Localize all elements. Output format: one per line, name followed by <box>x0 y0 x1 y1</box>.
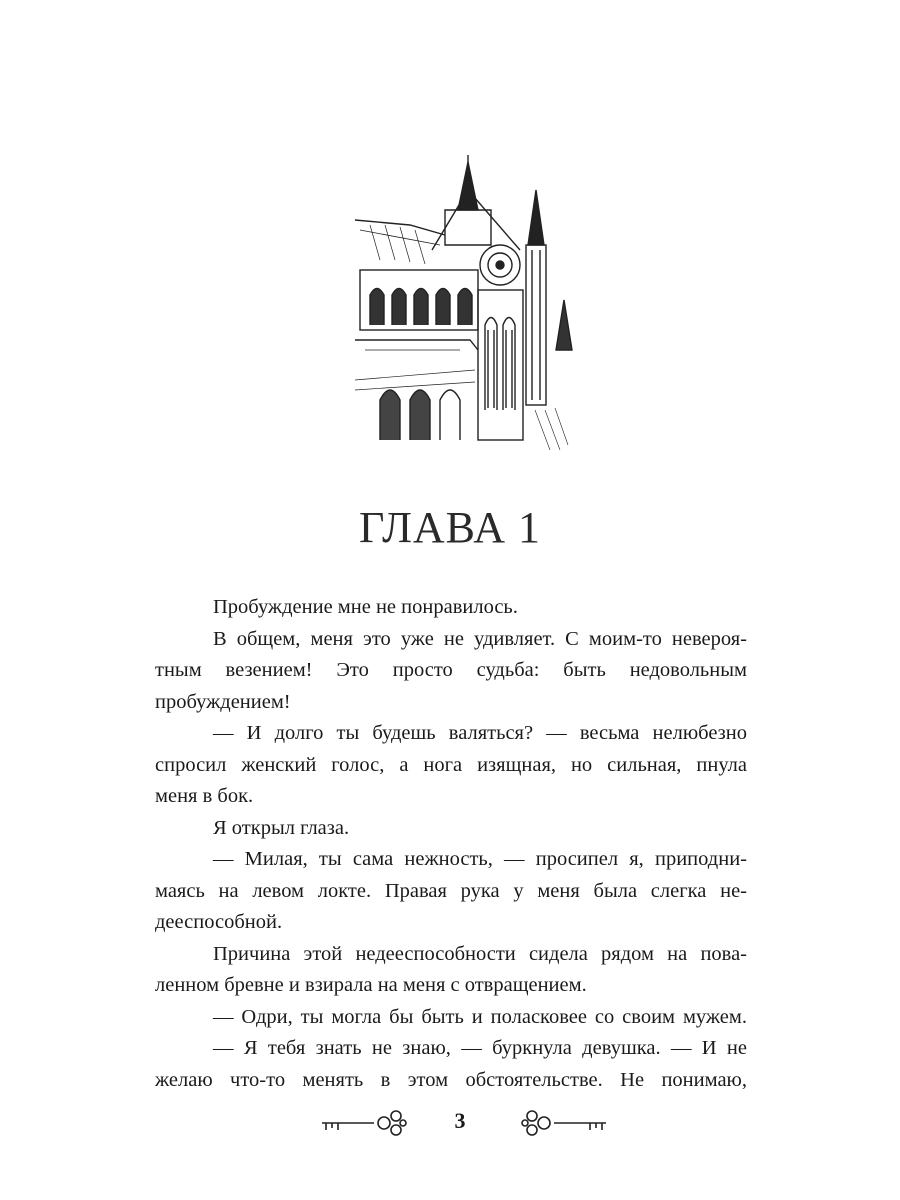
page-footer <box>0 1100 900 1150</box>
text-line: В общем, меня это уже не удивляет. С моим-то невероя- <box>213 627 747 650</box>
text-line: желаю что-то менять в этом обстоятельстве. Не понимаю, <box>155 1068 747 1091</box>
text-line: спросил женский голос, а нога изящная, но сильная, пнула <box>155 753 747 776</box>
text-line: пробуждением! <box>155 690 291 713</box>
page-number: 3 <box>454 1108 466 1133</box>
chapter-body-text <box>155 592 747 1096</box>
text-line: Я открыл глаза. <box>213 816 350 839</box>
text-line: — Одри, ты могла бы быть и поласковее со своим мужем. <box>213 1005 747 1028</box>
text-line: — Я тебя знать не знаю, — буркнула девушка. — И не <box>213 1037 747 1059</box>
text-line: Причина этой недееспособности сидела рядом на пова- <box>213 942 747 965</box>
text-line: дееспособной. <box>155 911 283 933</box>
text-line: тным везением! Это просто судьба: быть недовольным <box>155 659 747 681</box>
text-line: — И долго ты будешь валяться? — весьма нелюбезно <box>213 722 747 744</box>
chapter-title: ГЛАВА 1 <box>358 503 542 552</box>
key-ornament-icon <box>520 1106 610 1145</box>
text-line: маясь на левом локте. Правая рука у меня была слегка не- <box>155 879 747 902</box>
cathedral-illustration <box>350 150 580 450</box>
text-line: ленном бревне и взирала на меня с отвращением. <box>155 974 587 996</box>
key-ornament-icon <box>318 1106 408 1145</box>
gothic-cathedral-icon <box>350 150 580 450</box>
text-line: Пробуждение мне не понравилось. <box>213 596 518 618</box>
text-line: меня в бок. <box>155 785 254 807</box>
text-line: — Милая, ты сама нежность, — просипел я, приподни- <box>213 848 747 870</box>
